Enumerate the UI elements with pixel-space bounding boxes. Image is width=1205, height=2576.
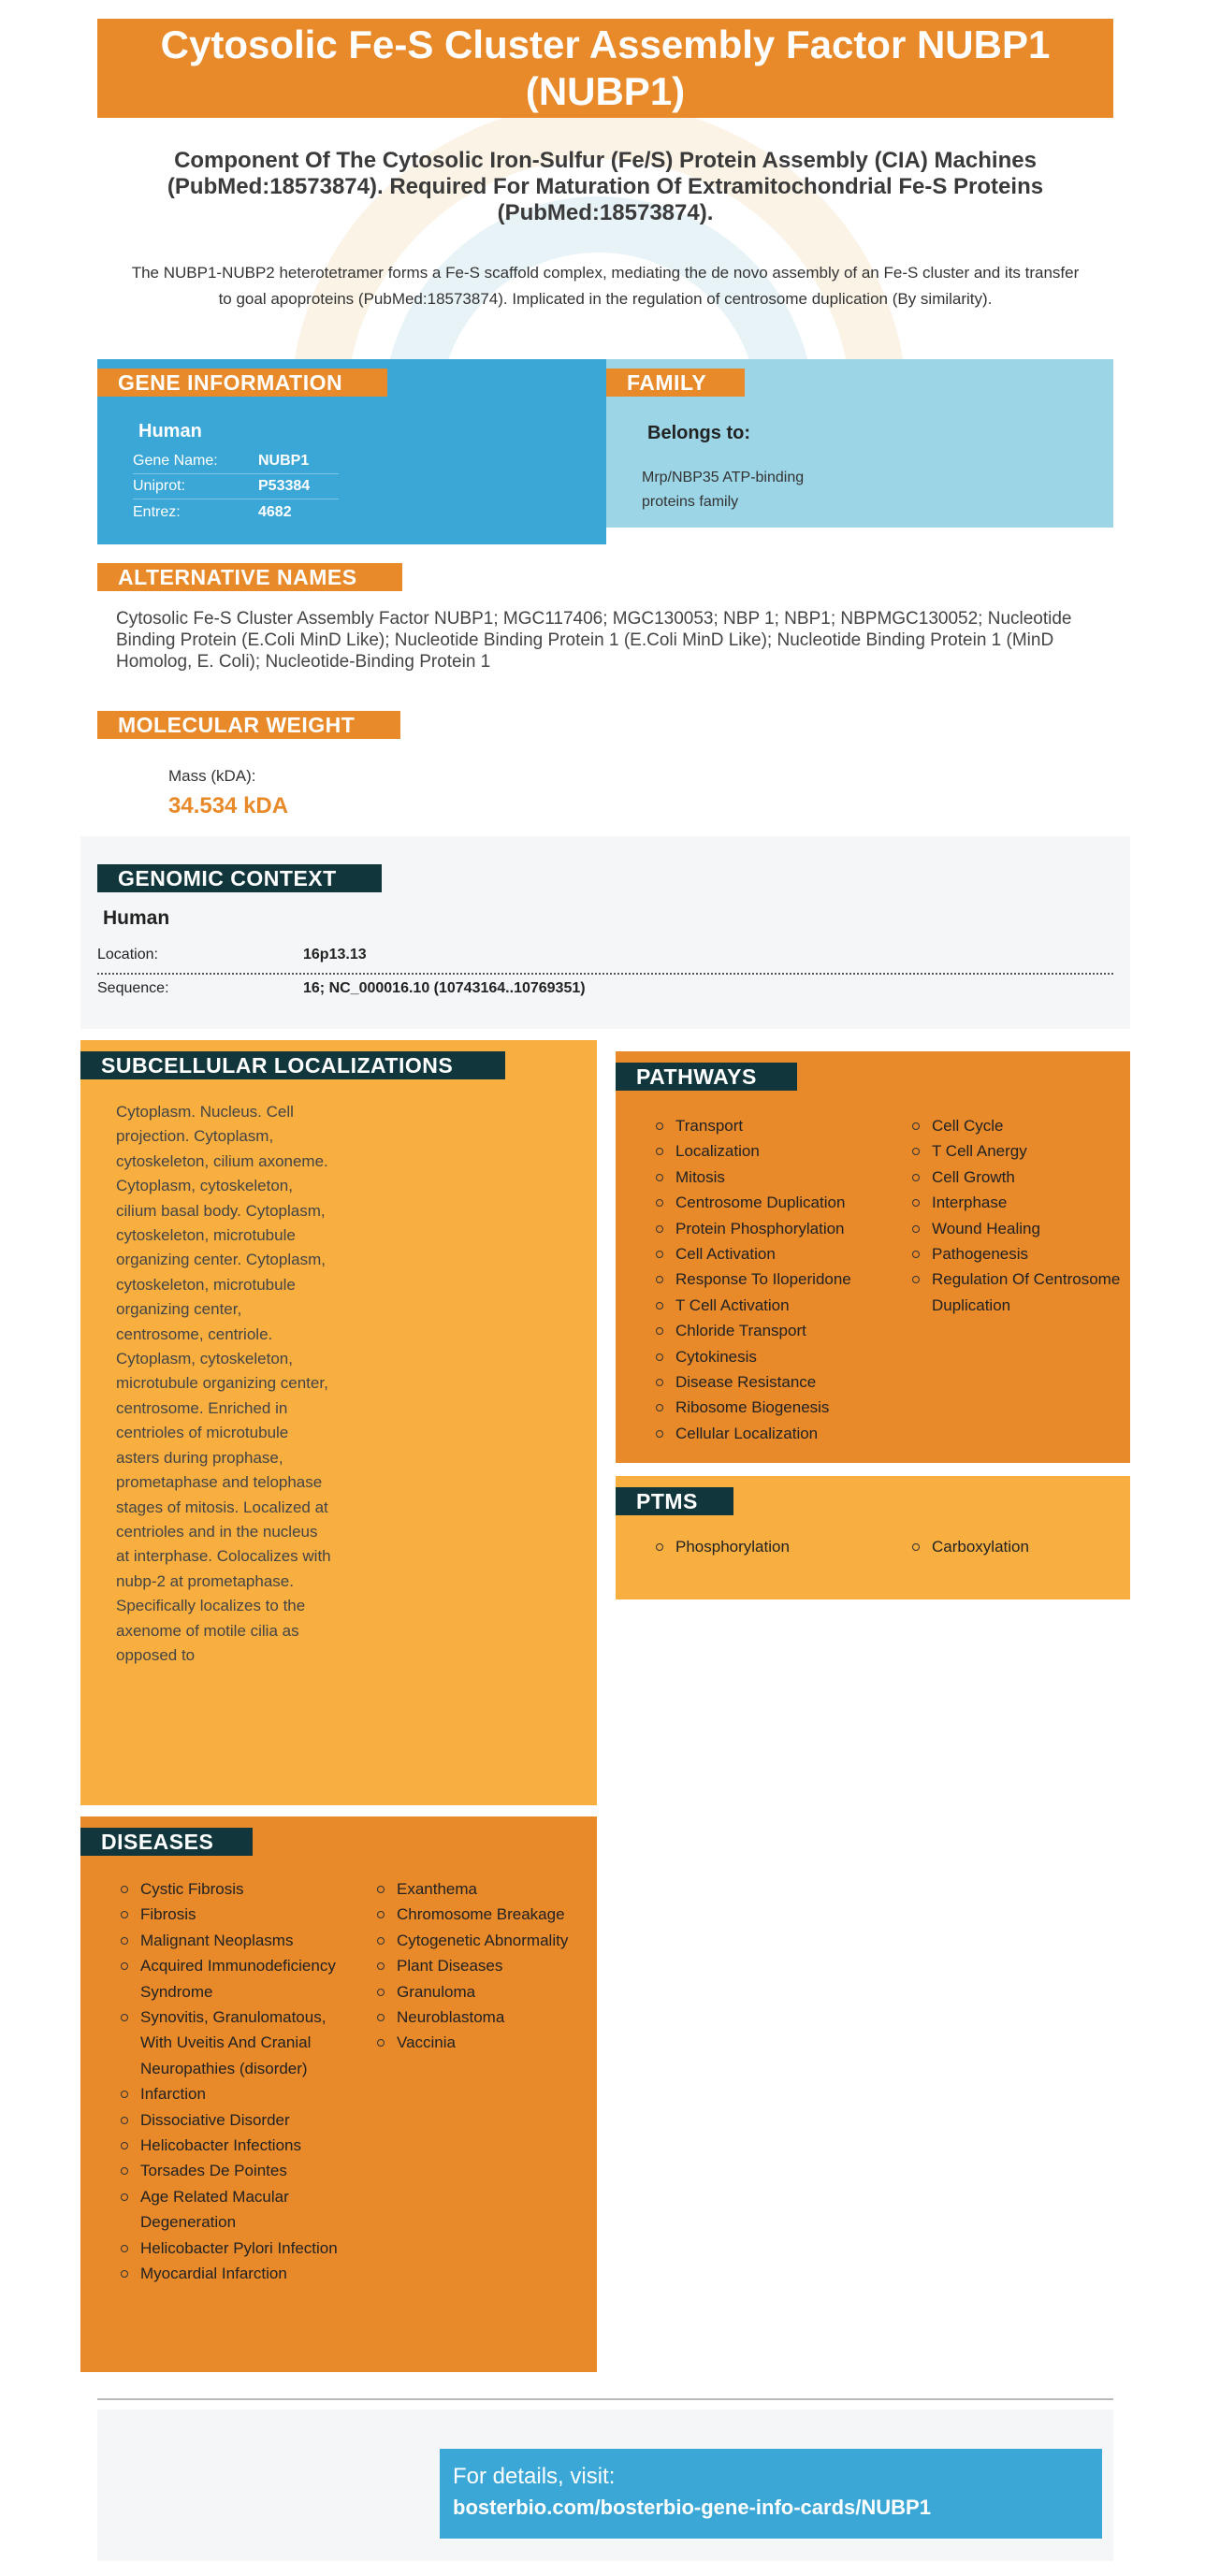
- list-item: Cystic Fibrosis: [118, 1876, 339, 1902]
- sequence-label: Sequence:: [97, 980, 169, 996]
- genomic-organism: Human: [103, 907, 170, 929]
- list-item: Torsades De Pointes: [118, 2158, 339, 2183]
- ptms-heading: PTMS: [616, 1487, 733, 1515]
- list-item: Cell Cycle: [909, 1113, 1121, 1138]
- list-item: Plant Diseases: [374, 1953, 589, 1978]
- title-banner: [97, 19, 1113, 118]
- ptms-list-left: [653, 1534, 896, 1559]
- function-description: The NUBP1-NUBP2 heterotetramer forms a Fe-S scaffold complex, mediating the de novo assembly of an Fe-S cluster and its transfer to goal apoproteins (PubMed:18573874). Implicated in the regulation of centrosome duplication (By similarity).: [131, 264, 1080, 308]
- page-title: Cytosolic Fe-S Cluster Assembly Factor NUBP1 (NUBP1): [160, 22, 1051, 113]
- entrez-value: 4682: [258, 503, 292, 520]
- molecular-weight-heading: MOLECULAR WEIGHT: [97, 711, 400, 739]
- list-item: Neuroblastoma: [374, 2004, 589, 2030]
- gene-name-label: Gene Name:: [133, 453, 218, 469]
- list-item: Centrosome Duplication: [653, 1190, 906, 1215]
- list-item: Helicobacter Pylori Infection: [118, 2236, 339, 2261]
- list-item: Granuloma: [374, 1979, 589, 2004]
- list-item: Cytokinesis: [653, 1344, 906, 1369]
- location-value: 16p13.13: [303, 947, 367, 962]
- diseases-list-right: [374, 1876, 589, 2056]
- sequence-row: [97, 980, 1113, 997]
- list-item: Myocardial Infarction: [118, 2261, 339, 2286]
- details-url: bosterbio.com/bosterbio-gene-info-cards/NUBP1: [453, 2496, 931, 2519]
- family-panel: [606, 359, 1113, 528]
- list-item: Ribosome Biogenesis: [653, 1395, 906, 1420]
- pathways-panel: [616, 1051, 1130, 1463]
- location-label: Location:: [97, 947, 158, 962]
- diseases-list-left: [118, 1876, 339, 2287]
- list-item: Regulation Of Centrosome Duplication: [909, 1266, 1121, 1318]
- mass-label: Mass (kDA):: [168, 767, 256, 785]
- diseases-heading: DISEASES: [80, 1828, 253, 1856]
- list-item: Phosphorylation: [653, 1534, 896, 1559]
- family-name: Mrp/NBP35 ATP-binding proteins family: [642, 470, 805, 510]
- ptms-panel: [616, 1476, 1130, 1599]
- list-item: Interphase: [909, 1190, 1121, 1215]
- entrez-row: [133, 499, 339, 525]
- list-item: Response To Iloperidone: [653, 1266, 906, 1292]
- details-label: For details, visit:: [453, 2464, 616, 2489]
- family-heading: FAMILY: [606, 369, 745, 397]
- list-item: Disease Resistance: [653, 1369, 906, 1395]
- list-item: Protein Phosphorylation: [653, 1216, 906, 1241]
- alternative-names-text: Cytosolic Fe-S Cluster Assembly Factor NUBP1; MGC117406; MGC130053; NBP 1; NBP1; NBPMGC130052; Nucleotide Binding Protein (E.Coli MinD Like); Nucleotide Binding Protein 1 (E.Coli MinD Like); Nucleotide Binding Protein 1 (MinD Homolog, E. Coli); Nucleotide-Binding Protein 1: [116, 609, 1072, 672]
- list-item: Cell Growth: [909, 1165, 1121, 1190]
- list-item: Age Related Macular Degeneration: [118, 2184, 339, 2236]
- list-item: Chloride Transport: [653, 1318, 906, 1343]
- list-item: Cell Activation: [653, 1241, 906, 1266]
- list-item: T Cell Anergy: [909, 1138, 1121, 1164]
- list-item: Vaccinia: [374, 2030, 589, 2055]
- gene-name-row: [133, 449, 339, 474]
- gene-information-heading: GENE INFORMATION: [97, 369, 387, 397]
- uniprot-label: Uniprot:: [133, 478, 186, 494]
- subcellular-localizations-panel: [80, 1040, 597, 1805]
- list-item: Malignant Neoplasms: [118, 1928, 339, 1953]
- list-item: Dissociative Disorder: [118, 2107, 339, 2133]
- list-item: Pathogenesis: [909, 1241, 1121, 1266]
- subcellular-heading: SUBCELLULAR LOCALIZATIONS: [80, 1051, 505, 1079]
- location-row: [97, 947, 1113, 963]
- uniprot-value: P53384: [258, 478, 311, 494]
- entrez-label: Entrez:: [133, 503, 181, 520]
- gene-info-table: [133, 449, 339, 525]
- gene-name-value: NUBP1: [258, 453, 310, 469]
- footer: [97, 2410, 1113, 2561]
- gene-information-panel: [97, 359, 606, 544]
- list-item: Mitosis: [653, 1165, 906, 1190]
- alternative-names-heading: ALTERNATIVE NAMES: [97, 563, 402, 591]
- list-item: Helicobacter Infections: [118, 2133, 339, 2158]
- list-item: Chromosome Breakage: [374, 1902, 589, 1927]
- list-item: T Cell Activation: [653, 1293, 906, 1318]
- list-item: Localization: [653, 1138, 906, 1164]
- details-link[interactable]: [440, 2449, 1102, 2539]
- list-item: Exanthema: [374, 1876, 589, 1902]
- list-item: Acquired Immunodeficiency Syndrome: [118, 1953, 339, 2004]
- list-item: Synovitis, Granulomatous, With Uveitis And Cranial Neuropathies (disorder): [118, 2004, 339, 2081]
- dotted-divider: [97, 973, 1113, 975]
- list-item: Fibrosis: [118, 1902, 339, 1927]
- genomic-context-heading: GENOMIC CONTEXT: [97, 864, 382, 892]
- list-item: Transport: [653, 1113, 906, 1138]
- subcellular-text: Cytoplasm. Nucleus. Cell projection. Cytoplasm, cytoskeleton, cilium axoneme. Cytoplasm, cytoskeleton, cilium basal body. Cytoplasm, cytoskeleton, microtubule organizing center. Cytoplasm, cytoskeleton, microtubule organizing center, centrosome, centriole. Cytoplasm, cytoskeleton, microtubule organizing center, centrosome. Enriched in centrioles of microtubule asters during prophase, prometaphase and telophase stages of mitosis. Localized at centrioles and in the nucleus at interphase. Colocalizes with nubp-2 at prometaphase. Specifically localizes to the axenome of motile cilia as opposed to: [116, 1103, 331, 1664]
- uniprot-row: [133, 474, 339, 499]
- list-item: Cytogenetic Abnormality: [374, 1928, 589, 1953]
- pathways-heading: PATHWAYS: [616, 1063, 797, 1091]
- list-item: Cellular Localization: [653, 1421, 906, 1446]
- list-item: Infarction: [118, 2081, 339, 2106]
- genomic-context-panel: [80, 836, 1130, 1029]
- gene-organism: Human: [138, 421, 202, 441]
- ptms-list-right: [909, 1534, 1115, 1559]
- list-item: Carboxylation: [909, 1534, 1115, 1559]
- diseases-panel: [80, 1816, 597, 2372]
- pathways-list-right: [909, 1113, 1121, 1318]
- function-summary: Component Of The Cytosolic Iron-Sulfur (Fe/S) Protein Assembly (CIA) Machines (PubMed:18573874). Required For Maturation Of Extramitochondrial Fe-S Proteins (PubMed:18573874).: [167, 148, 1044, 225]
- pathways-list-left: [653, 1113, 906, 1446]
- list-item: Wound Healing: [909, 1216, 1121, 1241]
- footer-divider: [97, 2398, 1113, 2400]
- mass-value: 34.534 kDA: [168, 793, 289, 818]
- sequence-value: 16; NC_000016.10 (10743164..10769351): [303, 980, 586, 996]
- family-belongs-label: Belongs to:: [647, 423, 750, 443]
